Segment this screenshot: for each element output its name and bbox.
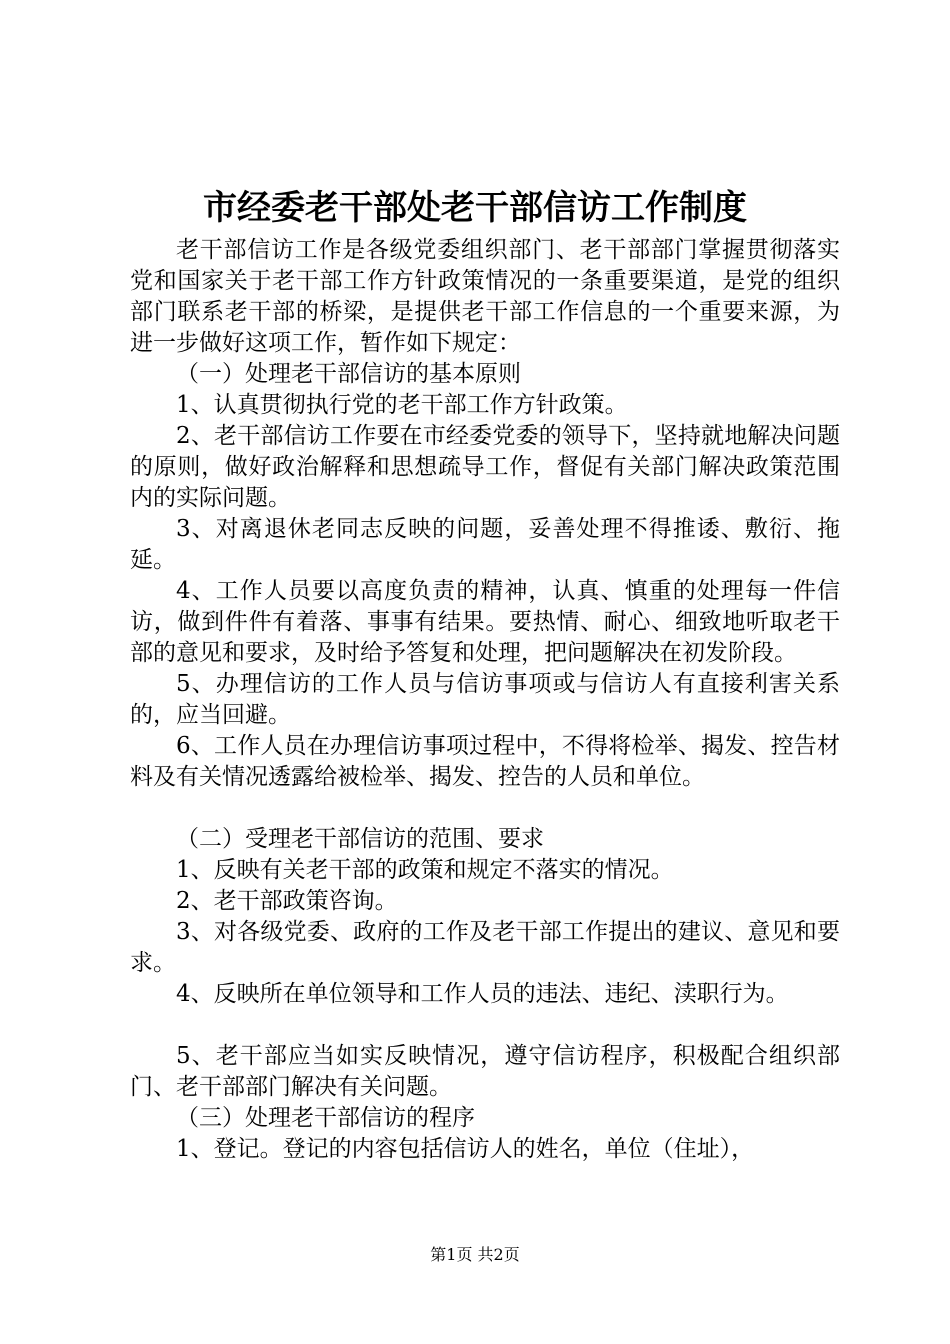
section1-item-1: 1、认真贯彻执行党的老干部工作方针政策。 bbox=[176, 392, 628, 418]
section3-item-1: 1、登记。登记的内容包括信访人的姓名，单位（住址）， bbox=[176, 1136, 755, 1162]
document-title: 市经委老干部处老干部信访工作制度 bbox=[203, 188, 747, 228]
section-heading-1: （一）处理老干部信访的基本原则 bbox=[176, 361, 521, 387]
document-body bbox=[130, 235, 840, 1165]
page-footer: 第1页 共2页 bbox=[430, 1245, 520, 1264]
section2-item-5: 5、老干部应当如实反映情况，遵守信访程序，积极配合组织部门、老干部部门解决有关问题。 bbox=[130, 1043, 840, 1100]
section1-item-3: 3、对离退休老同志反映的问题，妥善处理不得推诿、敷衍、拖延。 bbox=[130, 516, 840, 573]
section1-item-2: 2、老干部信访工作要在市经委党委的领导下，坚持就地解决问题的原则，做好政治解释和思想疏导工作，督促有关部门解决政策范围内的实际问题。 bbox=[130, 423, 840, 511]
blank-line bbox=[130, 1010, 840, 1041]
intro-paragraph: 老干部信访工作是各级党委组织部门、老干部部门掌握贯彻落实党和国家关于老干部工作方针政策情况的一条重要渠道，是党的组织部门联系老干部的桥梁，是提供老干部工作信息的一个重要来源，为进一步做好这项工作，暂作如下规定： bbox=[130, 237, 840, 356]
section2-item-3: 3、对各级党委、政府的工作及老干部工作提出的建议、意见和要求。 bbox=[130, 919, 840, 976]
section1-item-6: 6、工作人员在办理信访事项过程中，不得将检举、揭发、控告材料及有关情况透露给被检举、揭发、控告的人员和单位。 bbox=[130, 733, 840, 790]
section2-item-2: 2、老干部政策咨询。 bbox=[176, 888, 398, 914]
section1-item-5: 5、办理信访的工作人员与信访事项或与信访人有直接利害关系的，应当回避。 bbox=[130, 671, 840, 728]
section-heading-2: （二）受理老干部信访的范围、要求 bbox=[176, 826, 544, 852]
section2-item-1: 1、反映有关老干部的政策和规定不落实的情况。 bbox=[176, 857, 674, 883]
section-heading-3: （三）处理老干部信访的程序 bbox=[176, 1105, 475, 1131]
section1-item-4: 4、工作人员要以高度负责的精神，认真、慎重的处理每一件信访，做到件件有着落、事事有结果。要热情、耐心、细致地听取老干部的意见和要求，及时给予答复和处理，把问题解决在初发阶段。 bbox=[130, 578, 840, 666]
blank-line bbox=[130, 793, 840, 824]
section2-item-4: 4、反映所在单位领导和工作人员的违法、违纪、渎职行为。 bbox=[176, 981, 789, 1007]
